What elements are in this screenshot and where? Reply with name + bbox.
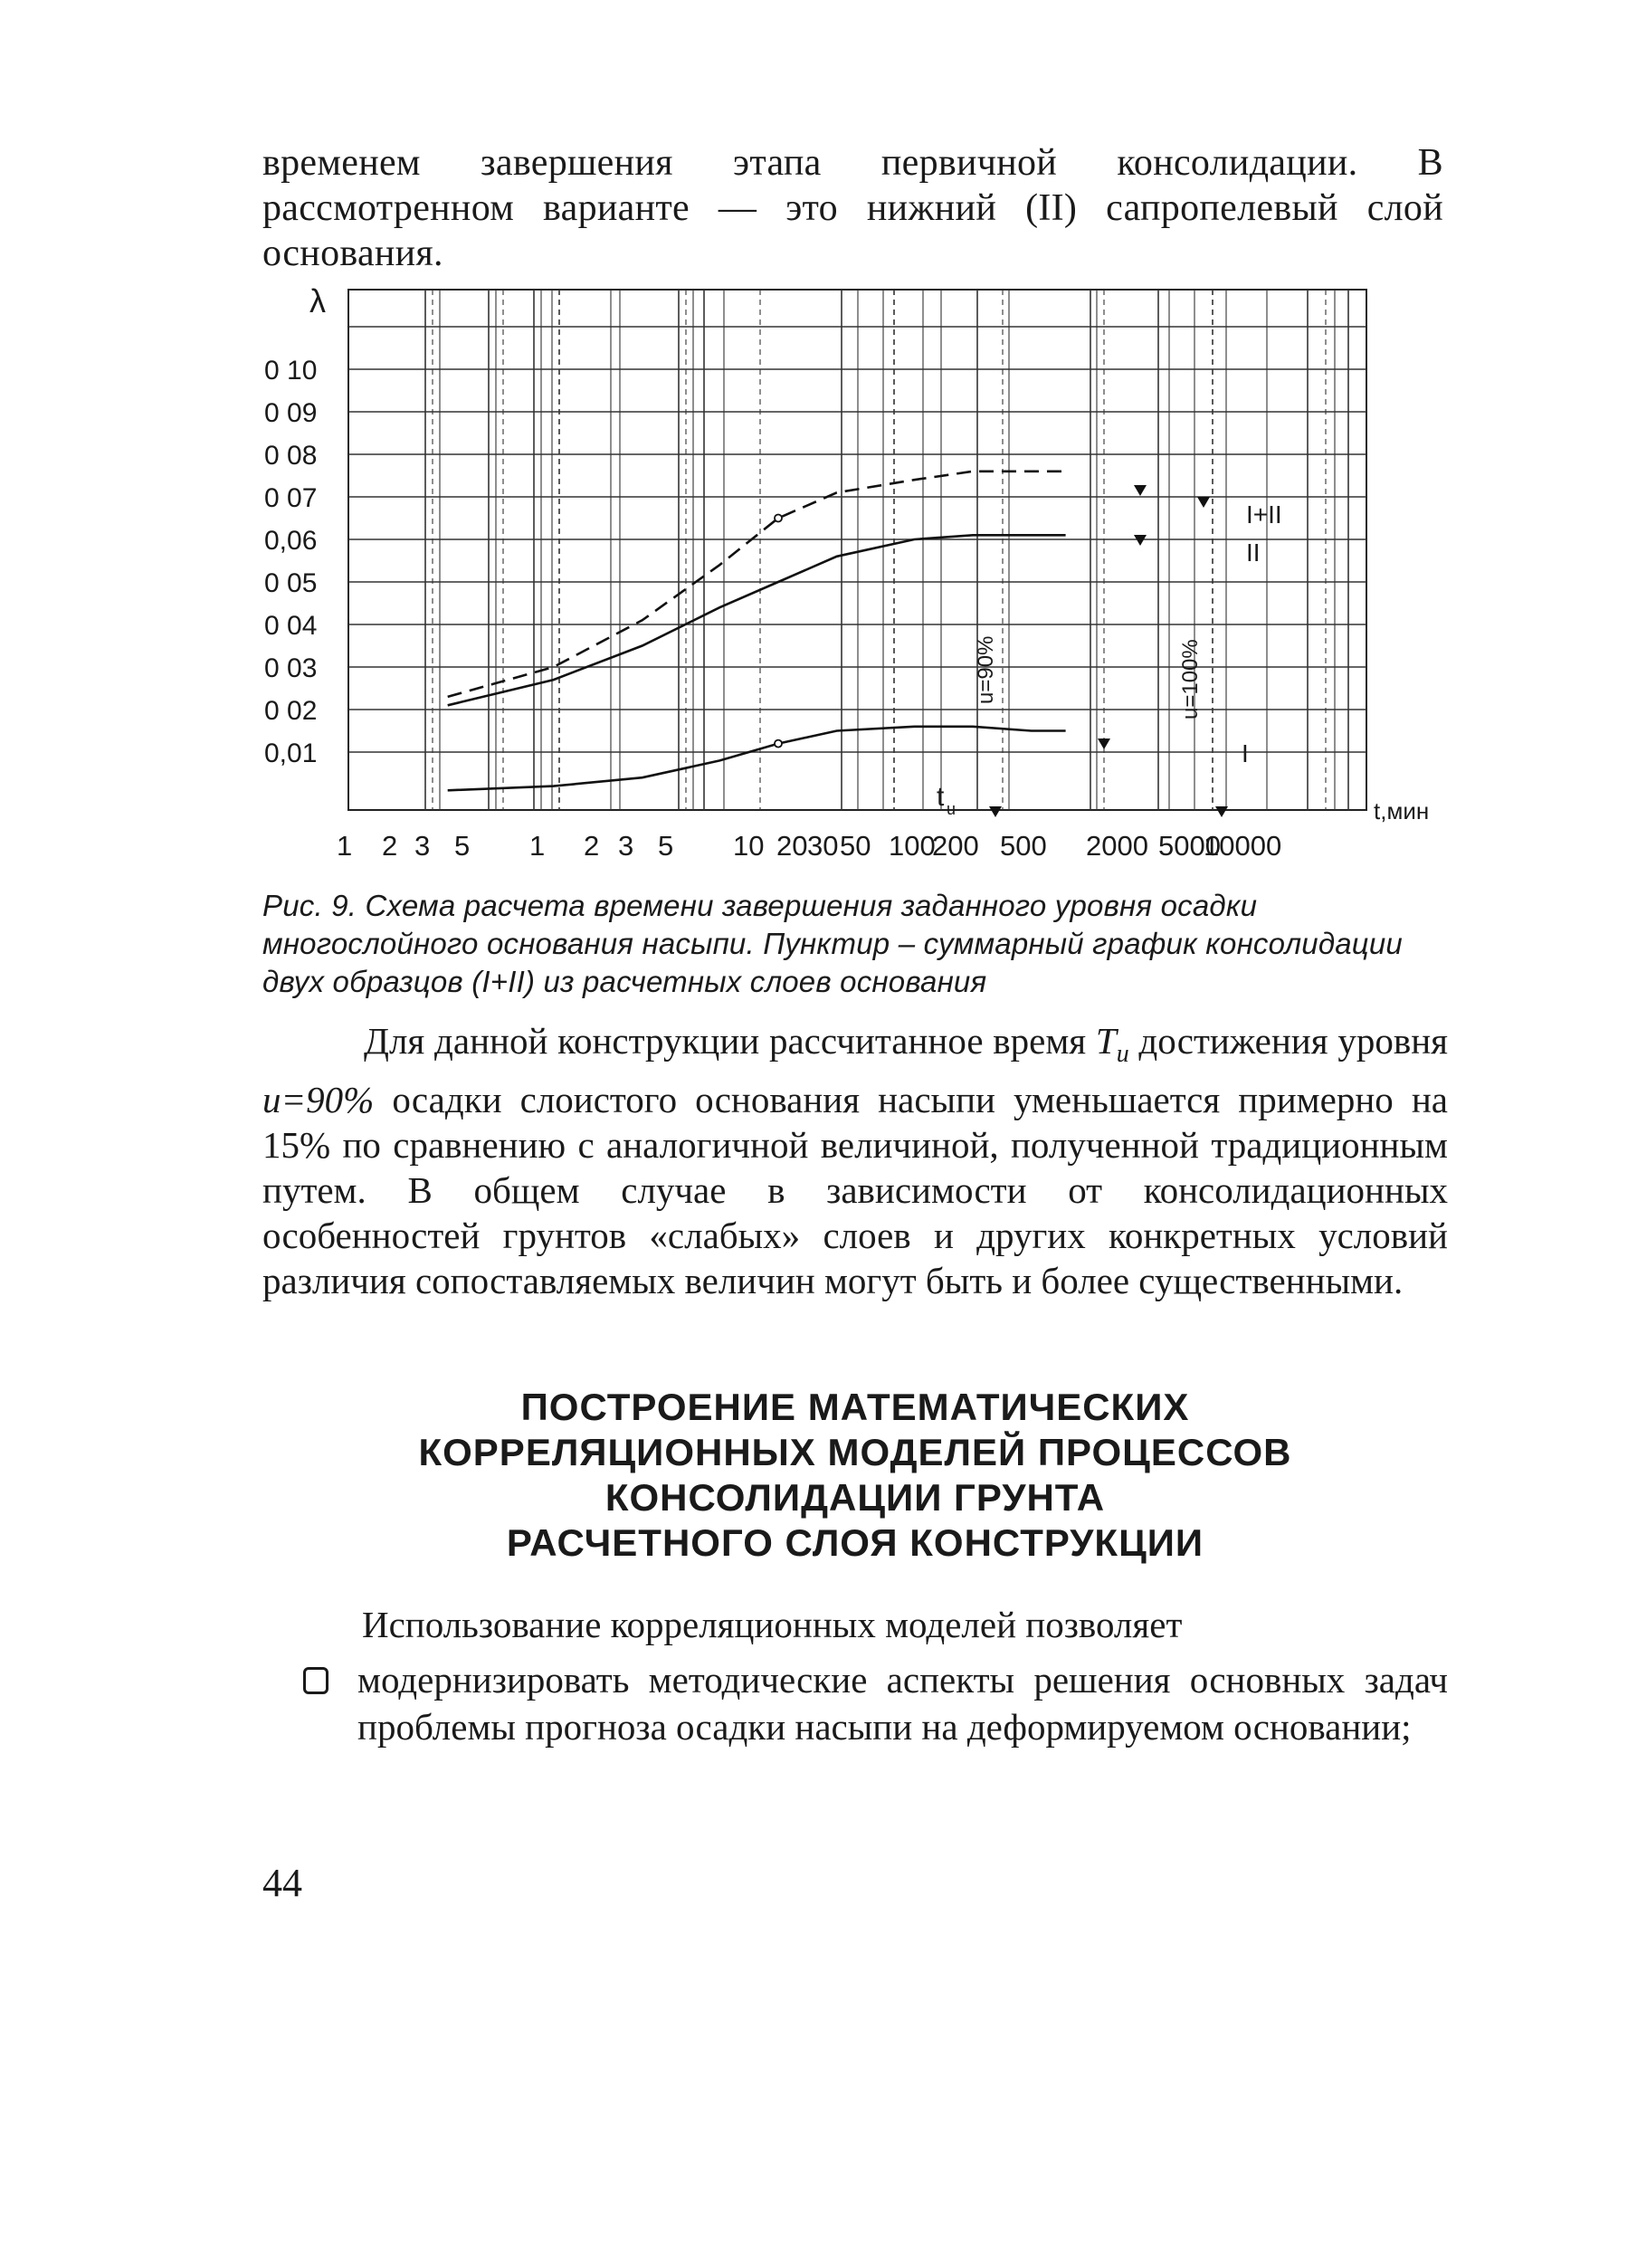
- curve-marker: [775, 740, 782, 748]
- figure-caption: Рис. 9. Схема расчета времени завершения заданного уровня осадки многослойного основания насыпи. Пунктир – суммарный график консолидации двух образцов (I+II) из расчетных слоев основания: [262, 889, 1403, 998]
- arrow-marker-icon: [1134, 535, 1147, 546]
- y-tick-label: 0 03: [264, 653, 318, 683]
- list-intro: Использование корреляционных моделей позволяет: [362, 1604, 1183, 1645]
- annotation-u90: u=90%: [974, 635, 998, 704]
- arrow-marker-icon: [989, 806, 1002, 817]
- y-tick-label: 0 05: [264, 568, 318, 598]
- x-tick-label: 10: [733, 830, 765, 862]
- x-tick-label: 2000: [1086, 830, 1148, 862]
- y-axis-label: λ: [309, 282, 326, 319]
- arrow-marker-icon: [1134, 485, 1147, 496]
- para-symbol-u-sub: u: [1116, 1040, 1129, 1069]
- x-tick-label: 5: [658, 830, 674, 862]
- label-series-II: II: [1246, 538, 1261, 567]
- arrow-marker-icon: [1197, 497, 1210, 508]
- heading-line-3: КОНСОЛИДАЦИИ ГРУНТА: [604, 1476, 1106, 1519]
- chart-curves: [448, 472, 1066, 791]
- label-series-I-II: I+II: [1246, 500, 1282, 529]
- curve-marker: [775, 515, 782, 522]
- y-tick-label: 0 08: [264, 441, 318, 471]
- consolidation-chart: [253, 272, 1457, 869]
- y-tick-label: 0 10: [264, 356, 318, 386]
- x-tick-label: 2: [584, 830, 600, 862]
- x-axis-label: t,мин: [1374, 797, 1430, 824]
- arrow-marker-icon: [1215, 806, 1228, 817]
- intro-paragraph: временем завершения этапа первичной консолидации. В рассмотренном варианте — это нижний (II) сапропелевый слой основания.: [262, 142, 1443, 274]
- annotation-tu-subscript: u: [947, 800, 957, 818]
- x-tick-label: 1: [337, 830, 353, 862]
- x-tick-label: 30: [807, 830, 839, 862]
- y-tick-label: 0 07: [264, 483, 318, 513]
- y-tick-label: 0,01: [264, 739, 318, 768]
- x-tick-label: 3: [414, 830, 431, 862]
- section-heading: [262, 1385, 1448, 1566]
- x-tick-label: 20: [776, 830, 808, 862]
- x-tick-label: 5: [454, 830, 471, 862]
- x-tick-label: 2: [382, 830, 398, 862]
- x-tick-label: 200: [932, 830, 979, 862]
- series-line-3: [448, 727, 1066, 791]
- heading-line-4: РАСЧЕТНОГО СЛОЯ КОНСТРУКЦИИ: [506, 1521, 1204, 1564]
- para-symbol-T: T: [1095, 1020, 1117, 1062]
- x-tick-label: 10000: [1204, 830, 1282, 862]
- chart-grid: [348, 290, 1366, 810]
- para-u90: u=90%: [262, 1079, 375, 1121]
- x-tick-label: 1: [529, 830, 546, 862]
- heading-line-2: КОРРЕЛЯЦИОННЫХ МОДЕЛЕЙ ПРОЦЕССОВ: [418, 1431, 1292, 1473]
- y-tick-label: 0,06: [264, 526, 318, 556]
- label-series-I: I: [1242, 739, 1249, 767]
- y-tick-label: 0 09: [264, 398, 318, 428]
- heading-line-1: ПОСТРОЕНИЕ МАТЕМАТИЧЕСКИХ: [520, 1386, 1190, 1428]
- x-tick-label: 100: [889, 830, 936, 862]
- x-tick-label: 3: [618, 830, 634, 862]
- para-text-3: осадки слоистого основания насыпи уменьшается примерно на 15% по сравнению с аналогичной величиной, полученной традиционным путем. В общем случае в зависимости от консолидационных особенностей грунтов «слабых» слоев и других конкретных условий различия сопоставляемых величин могут быть и более существенными.: [262, 1079, 1448, 1302]
- x-tick-label: 50: [840, 830, 871, 862]
- para-text-2: достижения уровня: [1128, 1020, 1448, 1062]
- y-tick-label: 0 04: [264, 611, 318, 641]
- y-tick-label: 0 02: [264, 696, 318, 726]
- para-text-1: Для данной конструкции рассчитанное время: [364, 1020, 1096, 1062]
- x-tick-label: 500: [1000, 830, 1047, 862]
- checkbox-bullet-icon: [303, 1667, 328, 1694]
- list-item: модернизировать методические аспекты решения основных задач проблемы прогноза осадки насыпи на деформируемом основании;: [357, 1659, 1448, 1748]
- page-number: 44: [262, 1861, 302, 1905]
- annotation-tu: t: [937, 782, 945, 812]
- arrow-marker-icon: [1098, 739, 1110, 749]
- annotation-u100: u=100%: [1178, 639, 1203, 719]
- body-paragraph: [262, 1018, 1448, 1303]
- x-tick-label: 5000: [1158, 830, 1221, 862]
